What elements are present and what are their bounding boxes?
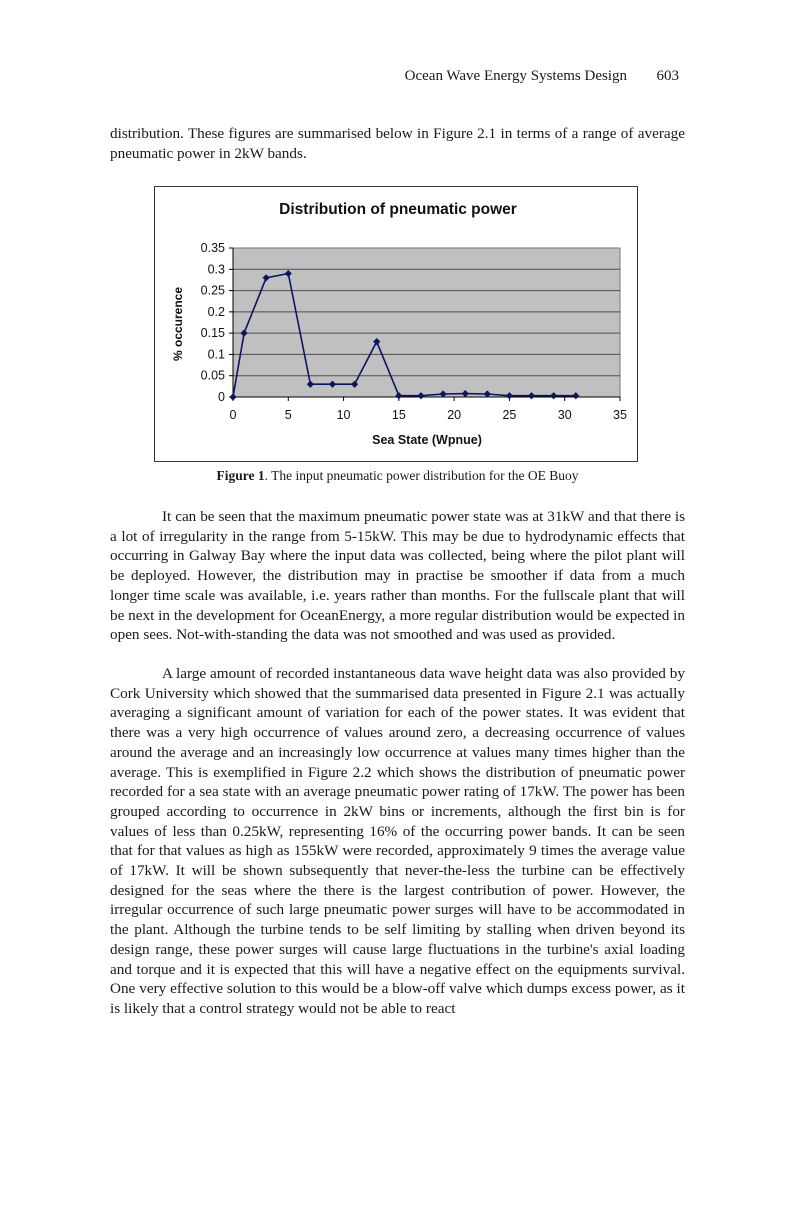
- y-axis-ticks: [201, 241, 233, 404]
- body-paragraph-2: A large amount of recorded instantaneous data wave height data was also provided by Cork University which showed that the summarised data presented in Figure 2.1 was actually averaging a significant amount of variation for each of the power states. It was evident that there was a very high occurrence of values around zero, a decreasing occurrence of values around the average and an increasingly low occurrence at values many times higher than the average. This is exemplified in Figure 2.2 which shows the distribution of pneumatic power recorded for a sea state with an average pneumatic power rating of 17kW. The power has been grouped according to occurrence in 2kW bins or increments, although the first bin is for values of less than 0.25kW, representing 16% of the occurring power bands. It can be seen that for that values as high as 155kW were recorded, approximately 9 times the average value of 17kW. It will be shown subsequently that never-the-less the turbine can be effectively designed for the seas where the there is the largest contribution of power. However, the irregular occurrence of such large pneumatic power surges will have to be accommodated in the plant. Although the turbine tends to be self limiting by stalling when driven beyond its design range, these power surges will cause large fluctuations in the turbine's axial loading and torque and it is expected that this will have a negative effect on the equipments survival. One very effective solution to this would be a blow-off valve which dumps excess power, as it is likely that a control strategy would not be able to react: [110, 665, 685, 1017]
- body-paragraph-1: It can be seen that the maximum pneumatic power state was at 31kW and that there is a lot of irregularity in the range from 5-15kW. This may be due to hydrodynamic effects that occurring in Galway Bay where the input data was collected, being where the pilot plant will be deployed. However, the distribution may in practise be smoother if data from a much longer time scale was available, i.e. years rather than months. For the fullscale plant that will be next in the development for OceanEnergy, a more regular distribution would be expected in open sees. Not-with-standing the data was not smoothed and was used as provided.: [110, 508, 685, 644]
- figure-caption-text: . The input pneumatic power distribution for the OE Buoy: [264, 468, 579, 483]
- x-tick-label: 15: [391, 408, 406, 422]
- figure-caption: [110, 468, 685, 484]
- y-tick-label: 0.15: [200, 326, 225, 341]
- page-header: [110, 68, 685, 90]
- x-tick-label: 35: [613, 408, 627, 422]
- chart-title: Distribution of pneumatic power: [279, 201, 517, 218]
- intro-paragraph: distribution. These figures are summarised below in Figure 2.1 in terms of a range of average pneumatic power in 2kW bands.: [110, 125, 685, 162]
- x-axis-ticks: [230, 397, 627, 422]
- x-tick-label: 0: [229, 408, 237, 422]
- x-tick-label: 10: [336, 408, 351, 422]
- y-tick-label: 0.05: [200, 368, 225, 383]
- x-axis-label: Sea State (Wpnue): [372, 433, 482, 447]
- y-tick-label: 0: [218, 390, 225, 404]
- x-tick-label: 20: [447, 408, 462, 422]
- figure-chart-frame: [154, 186, 638, 462]
- chart-svg: [155, 187, 639, 463]
- y-tick-label: 0.1: [207, 347, 225, 362]
- figure-label: Figure 1: [216, 468, 265, 483]
- running-title: Ocean Wave Energy Systems Design: [404, 68, 627, 84]
- plot-area: [233, 248, 620, 397]
- y-axis-label: % occurence: [171, 286, 185, 362]
- page-number: 603: [656, 68, 679, 84]
- x-tick-label: 5: [284, 408, 292, 422]
- y-tick-label: 0.2: [207, 304, 225, 319]
- x-tick-label: 25: [502, 408, 517, 422]
- y-tick-label: 0.25: [200, 283, 225, 298]
- y-tick-label: 0.3: [207, 262, 225, 277]
- x-tick-label: 30: [557, 408, 572, 422]
- y-tick-label: 0.35: [200, 241, 225, 255]
